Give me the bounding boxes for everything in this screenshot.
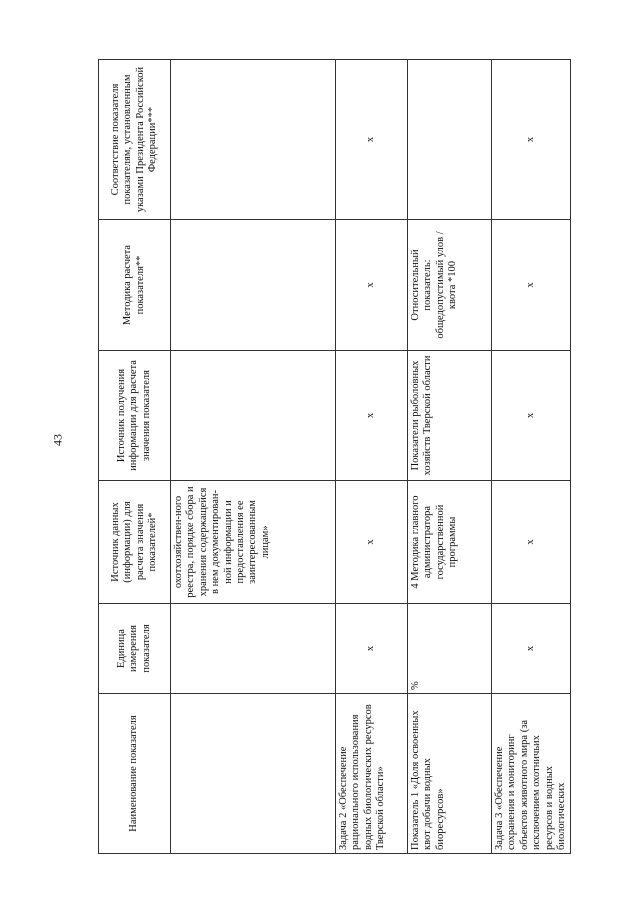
cell-data-source: х — [492, 481, 571, 604]
header-info-source: Источник получения информации для расчета значения показателя — [99, 351, 171, 481]
table-row — [336, 60, 408, 854]
cell-info-source: х — [492, 351, 571, 481]
cell-unit: % — [408, 604, 492, 694]
cell-info-source: х — [336, 351, 408, 481]
header-unit: Единица измерения показателя — [99, 604, 171, 694]
cell-name — [171, 694, 336, 854]
cell-data-source: охотхозяйствен-ного реестра, порядке сбора и хранения содержащейся в нем документирован-ной информации и предоставления ее заинтересованным лицам» — [171, 481, 336, 604]
cell-compliance — [171, 60, 336, 220]
cell-data-source: 4 Методика главного администратора государственной программы — [408, 481, 492, 604]
cell-unit — [171, 604, 336, 694]
cell-method: х — [336, 220, 408, 351]
cell-name: Показатель 1 «Доля освоенных квот добычи водных биоресурсов» — [408, 694, 492, 854]
cell-data-source: х — [336, 481, 408, 604]
table-row — [171, 60, 336, 854]
indicators-table — [98, 59, 571, 854]
cell-name: Задача 3 «Обеспечение сохранения и мониторинг объектов животного мира (за исключением охотничьих ресурсов и водных биологических — [492, 694, 571, 854]
cell-method: Относительный показатель: общедопустимый улов / квота *100 — [408, 220, 492, 351]
cell-compliance — [408, 60, 492, 220]
cell-unit: х — [492, 604, 571, 694]
table-row — [492, 60, 571, 854]
header-compliance: Соответствие показателя показателям, установленным указами Президента Российской Федерации*** — [99, 60, 171, 220]
header-method: Методика расчета показателя** — [99, 220, 171, 351]
cell-info-source: Показатели рыболовных хозяйств Тверской области — [408, 351, 492, 481]
cell-compliance: х — [492, 60, 571, 220]
header-row — [99, 60, 171, 854]
cell-compliance: х — [336, 60, 408, 220]
rotated-table — [98, 60, 567, 854]
cell-unit: х — [336, 604, 408, 694]
header-data-source: Источник данных (информации) для расчета значения показателей* — [99, 481, 171, 604]
cell-info-source — [171, 351, 336, 481]
cell-method — [171, 220, 336, 351]
page-number: 43 — [50, 434, 65, 446]
table-row — [408, 60, 492, 854]
header-name: Наименование показателя — [99, 694, 171, 854]
cell-name: Задача 2 «Обеспечение рационального использования водных биологических ресурсов Тверской области» — [336, 694, 408, 854]
cell-method: х — [492, 220, 571, 351]
table-container — [98, 60, 567, 854]
